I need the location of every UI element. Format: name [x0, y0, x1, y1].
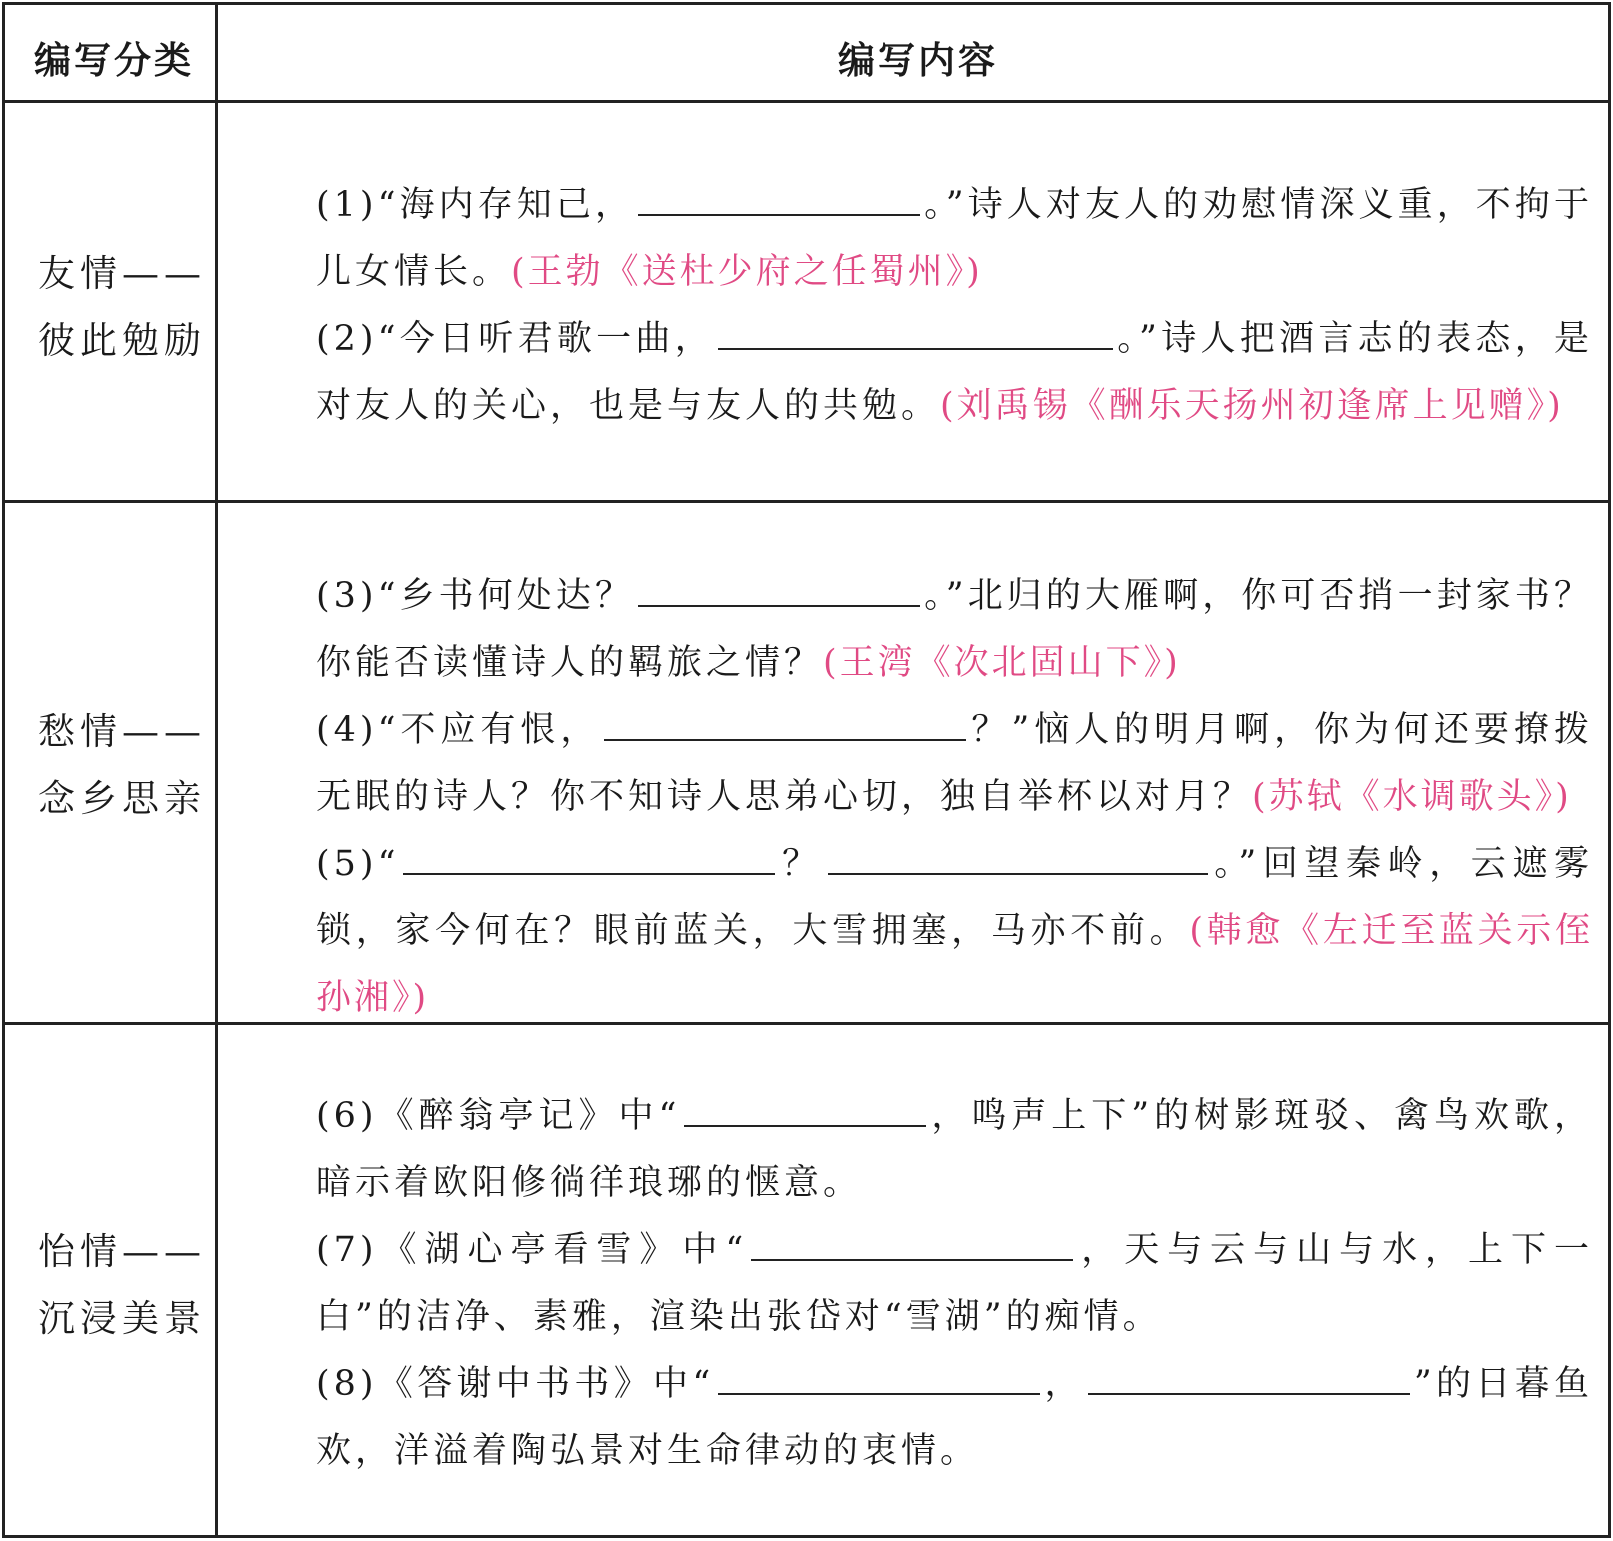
category-homesick: [38, 698, 228, 832]
category-label: 怡情——: [38, 1230, 206, 1273]
source-citation: (刘禹锡《酬乐天扬州初逢席上见赠》): [940, 386, 1564, 426]
category-label: 彼此勉励: [38, 319, 206, 362]
row-divider-1: [2, 500, 1611, 503]
source-citation: (韩愈《左迁至蓝关示侄孙湘》): [316, 911, 1593, 1018]
answer-blank[interactable]: [1088, 1363, 1410, 1395]
answer-blank[interactable]: [751, 1229, 1073, 1261]
answer-blank[interactable]: [604, 709, 966, 741]
source-citation: (王湾《次北固山下》): [823, 643, 1181, 683]
question-3: (3)“乡书何处达？ 。”北归的大雁啊，你可否捎一封家书？你能否读懂诗人的羁旅之情？(王湾《次北固山下》): [316, 576, 1593, 683]
row-content: [238, 563, 1593, 1032]
table-border-bottom: [2, 1535, 1611, 1538]
table-border-top: [2, 2, 1611, 5]
table-border-left: [2, 2, 5, 1537]
answer-blank[interactable]: [684, 1095, 926, 1127]
question-1: (1)“海内存知己， 。”诗人对友人的劝慰情深义重，不拘于儿女情长。(王勃《送杜少府之任蜀州》): [316, 185, 1593, 292]
category-scenery: [38, 1218, 228, 1352]
category-label: 愁情——: [38, 710, 206, 753]
answer-blank[interactable]: [638, 184, 920, 216]
answer-blank[interactable]: [638, 575, 920, 607]
answer-blank[interactable]: [718, 318, 1113, 350]
row-content: [238, 1083, 1593, 1485]
header-category: 编写分类: [34, 39, 194, 82]
header-content: 编写内容: [838, 39, 998, 82]
question-4: (4)“不应有恨， ？”恼人的明月啊，你为何还要撩拨无眠的诗人？你不知诗人思弟心切，独自举杯以对月？(苏轼《水调歌头》): [316, 710, 1593, 817]
header-divider: [2, 100, 1611, 103]
question-5: (5)“ ？ 。”回望秦岭，云遮雾锁，家今何在？眼前蓝关，大雪拥塞，马亦不前。(韩愈《左迁至蓝关示侄孙湘》): [316, 844, 1593, 1018]
category-label: 念乡思亲: [38, 777, 206, 820]
answer-blank[interactable]: [403, 843, 775, 875]
question-7: (7)《湖心亭看雪》中“ ，天与云与山与水，上下一白”的洁净、素雅，渲染出张岱对“雪湖”的痴情。: [316, 1230, 1593, 1337]
question-2: (2)“今日听君歌一曲， 。”诗人把酒言志的表态，是对友人的关心，也是与友人的共勉。(刘禹锡《酬乐天扬州初逢席上见赠》): [316, 319, 1593, 426]
question-8: (8)《答谢中书书》中“ ， ”的日暮鱼欢，洋溢着陶弘景对生命律动的衷情。: [316, 1364, 1593, 1471]
category-label: 友情——: [38, 252, 206, 295]
question-6: (6)《醉翁亭记》中“ ，鸣声上下”的树影斑驳、禽鸟欢歌，暗示着欧阳修徜徉琅琊的惬意。: [316, 1096, 1593, 1203]
category-label: 沉浸美景: [38, 1297, 206, 1340]
source-citation: (王勃《送杜少府之任蜀州》): [511, 252, 983, 292]
answer-blank[interactable]: [718, 1363, 1040, 1395]
row-content: [238, 172, 1593, 440]
source-citation: (苏轼《水调歌头》): [1252, 777, 1572, 817]
answer-blank[interactable]: [828, 843, 1208, 875]
table-border-right: [1608, 2, 1611, 1537]
category-friendship: [38, 240, 228, 374]
